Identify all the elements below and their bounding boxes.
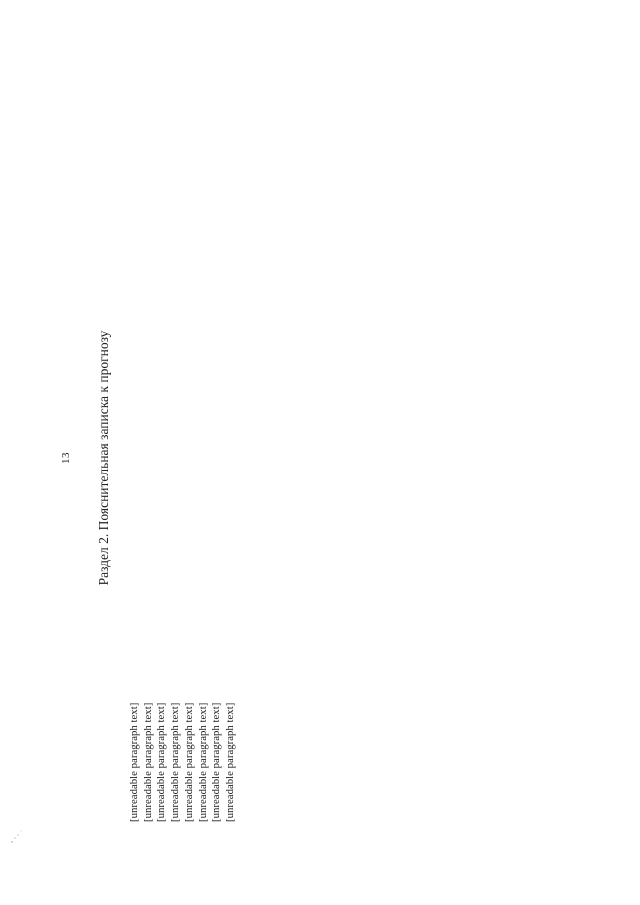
paragraph-forecast-basis: [unreadable paragraph text] [128,702,140,822]
document-body [128,58,238,858]
page-number: 13 [60,452,72,464]
section-heading: Раздел 2. Пояснительная записка к прогнозу [96,330,111,586]
rotated-scan [48,58,548,858]
list-item: [unreadable paragraph text] [182,702,195,822]
paragraph-government-order: [unreadable paragraph text] [155,702,168,822]
paragraph-rosstat-order: [unreadable paragraph text] [223,702,236,822]
paragraph-refinement: [unreadable paragraph text] [169,702,182,822]
paragraph-grp: [unreadable paragraph text] [210,702,223,822]
paragraph-indicators: [unreadable paragraph text] [141,702,154,822]
scan-artifact [8,826,28,846]
list-item: [unreadable paragraph text] [196,702,209,822]
